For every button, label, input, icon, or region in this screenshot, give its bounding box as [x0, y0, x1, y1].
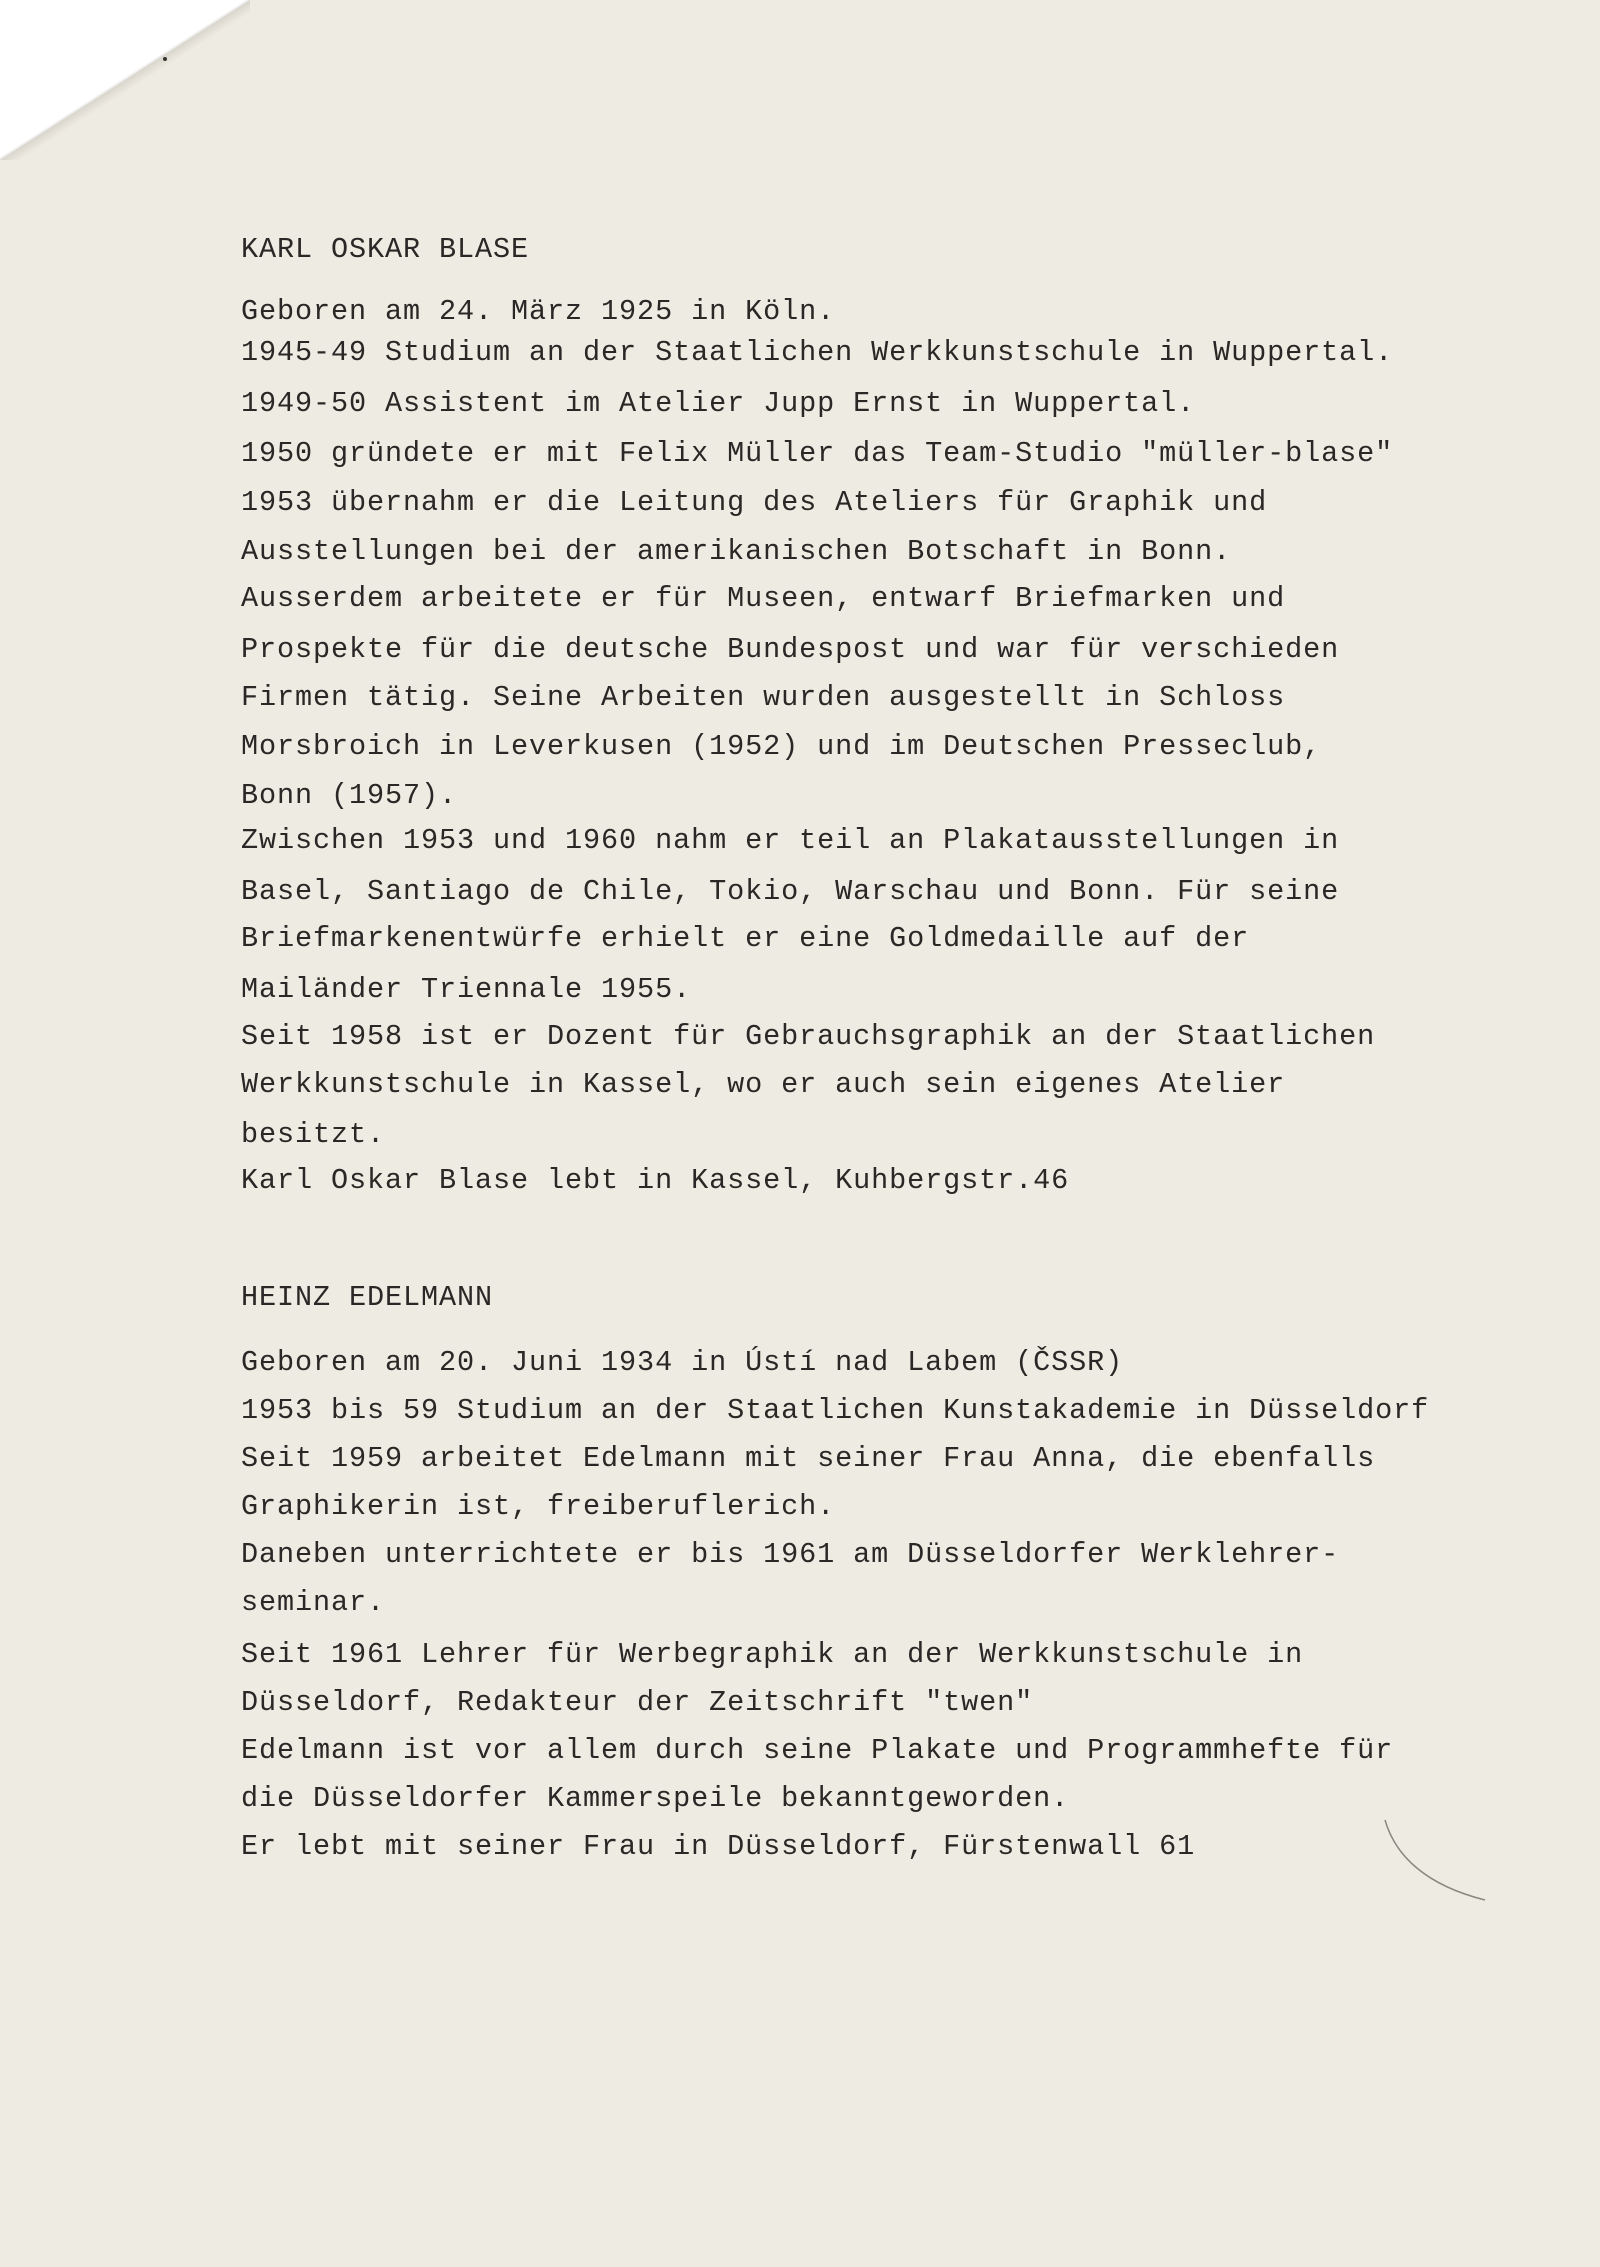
- text-line: 1953 bis 59 Studium an der Staatlichen Kunstakademie in Düsseldorf: [241, 1394, 1430, 1427]
- text-line: Bonn (1957).: [241, 779, 458, 812]
- text-line: 1953 übernahm er die Leitung des Ateliers für Graphik und: [241, 486, 1268, 519]
- text-line: seminar.: [241, 1586, 386, 1619]
- text-line: Werkkunstschule in Kassel, wo er auch sein eigenes Atelier: [241, 1068, 1286, 1101]
- text-line: Geboren am 24. März 1925 in Köln.: [241, 295, 836, 328]
- text-line: Firmen tätig. Seine Arbeiten wurden ausgestellt in Schloss: [241, 681, 1286, 714]
- heading-karl-oskar-blase: KARL OSKAR BLASE: [241, 233, 530, 266]
- text-line: die Düsseldorfer Kammerspeile bekanntgeworden.: [241, 1782, 1070, 1815]
- text-line: Seit 1961 Lehrer für Werbegraphik an der Werkkunstschule in: [241, 1638, 1304, 1671]
- text-line: Düsseldorf, Redakteur der Zeitschrift "twen": [241, 1686, 1034, 1719]
- text-line: Seit 1959 arbeitet Edelmann mit seiner Frau Anna, die ebenfalls: [241, 1442, 1376, 1475]
- text-line: besitzt.: [241, 1118, 386, 1151]
- text-line: Geboren am 20. Juni 1934 in Ústí nad Labem (ČSSR): [241, 1346, 1124, 1379]
- folded-corner-shadow: [0, 0, 250, 160]
- text-line: Daneben unterrichtete er bis 1961 am Düsseldorfer Werklehrer-: [241, 1538, 1340, 1571]
- pencil-curve-mark: [1380, 1815, 1500, 1905]
- text-line: Basel, Santiago de Chile, Tokio, Warschau und Bonn. Für seine: [241, 875, 1340, 908]
- text-line: Ausserdem arbeitete er für Museen, entwarf Briefmarken und: [241, 582, 1286, 615]
- text-line: Zwischen 1953 und 1960 nahm er teil an Plakatausstellungen in: [241, 824, 1340, 857]
- text-line: 1945-49 Studium an der Staatlichen Werkkunstschule in Wuppertal.: [241, 336, 1394, 369]
- text-line: Ausstellungen bei der amerikanischen Botschaft in Bonn.: [241, 535, 1232, 568]
- typed-text-block: [241, 0, 1430, 1863]
- text-line: Seit 1958 ist er Dozent für Gebrauchsgraphik an der Staatlichen: [241, 1020, 1376, 1053]
- heading-heinz-edelmann: HEINZ EDELMANN: [241, 1281, 494, 1314]
- text-line: Mailänder Triennale 1955.: [241, 973, 692, 1006]
- ink-fleck: [163, 57, 167, 61]
- text-line: Karl Oskar Blase lebt in Kassel, Kuhbergstr.46: [241, 1164, 1070, 1197]
- text-line: Graphikerin ist, freiberuflerich.: [241, 1490, 836, 1523]
- text-line: Prospekte für die deutsche Bundespost und war für verschieden: [241, 633, 1340, 666]
- text-line: Briefmarkenentwürfe erhielt er eine Goldmedaille auf der: [241, 922, 1250, 955]
- text-line: Edelmann ist vor allem durch seine Plakate und Programmhefte für: [241, 1734, 1394, 1767]
- text-line: Er lebt mit seiner Frau in Düsseldorf, Fürstenwall 61: [241, 1830, 1196, 1863]
- text-line: 1949-50 Assistent im Atelier Jupp Ernst in Wuppertal.: [241, 387, 1196, 420]
- text-line: Morsbroich in Leverkusen (1952) und im Deutschen Presseclub,: [241, 730, 1322, 763]
- text-line: 1950 gründete er mit Felix Müller das Team-Studio "müller-blase": [241, 437, 1394, 470]
